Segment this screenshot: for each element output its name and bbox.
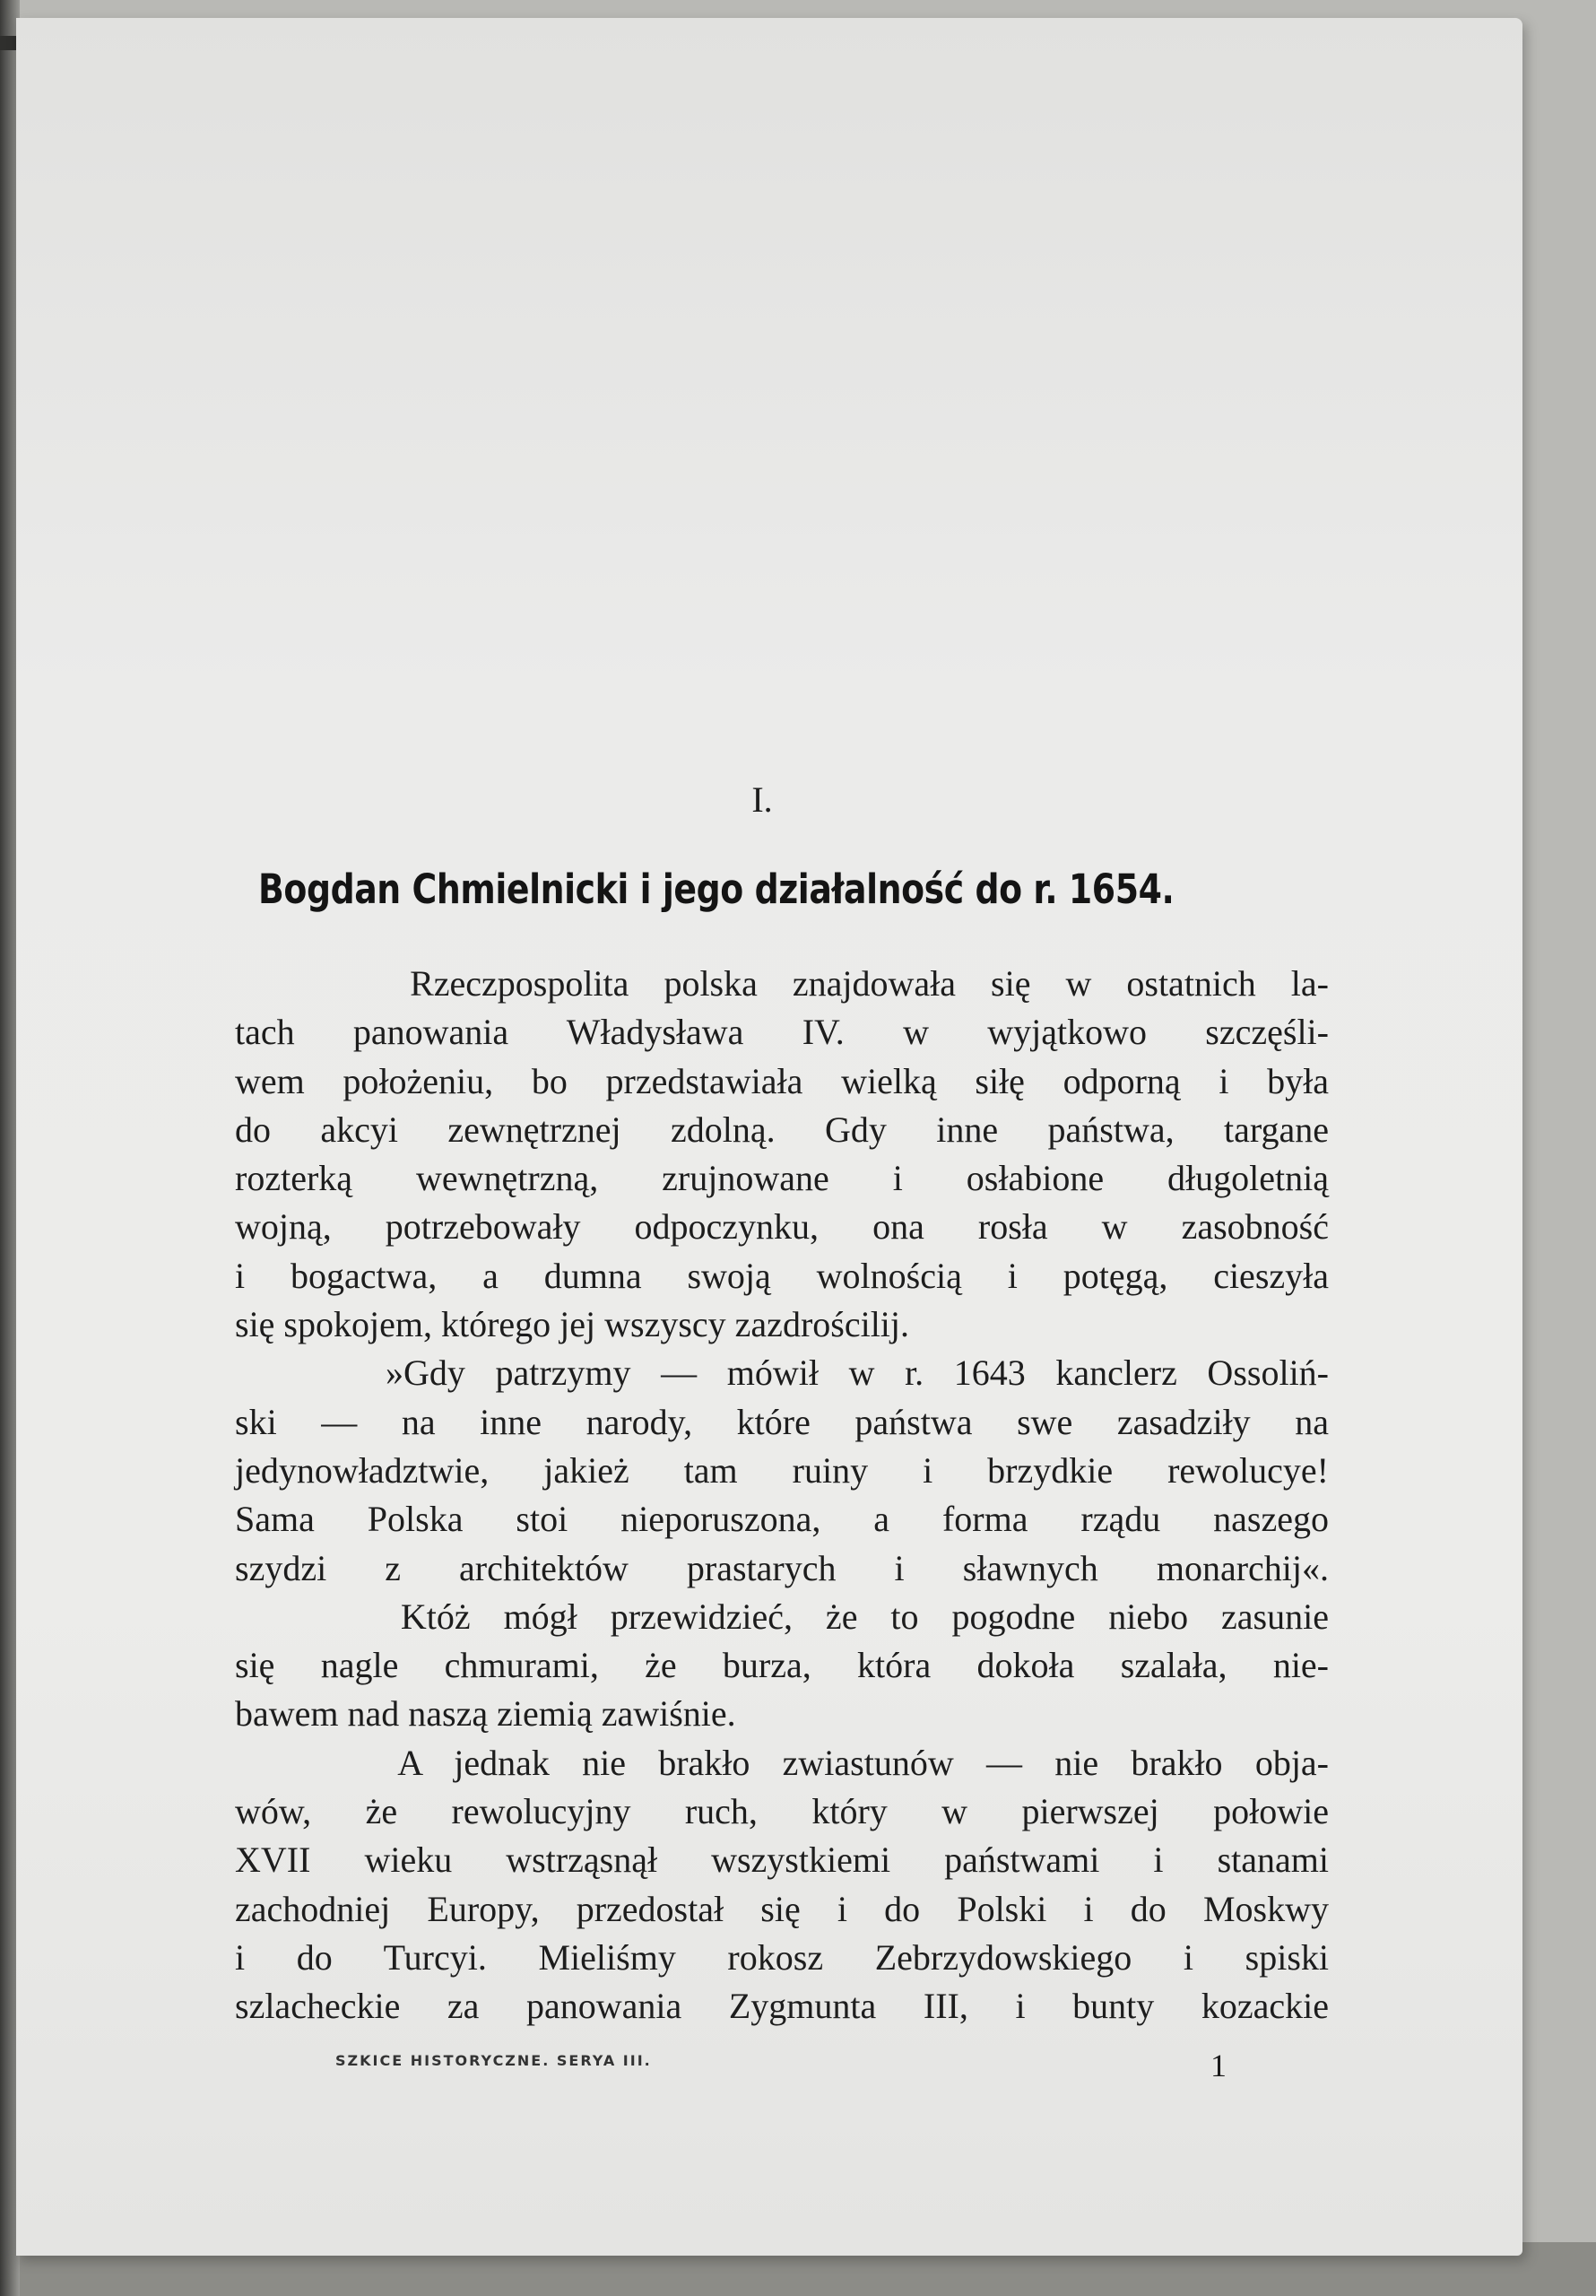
text-line: zachodniej Europy, przedostał się i do Polski i do Moskwy — [235, 1888, 1329, 1929]
text-line: XVII wieku wstrząsnął wszystkiemi państwami i stanami — [235, 1839, 1329, 1881]
text-line: Sama Polska stoi nieporuszona, a forma rządu naszego — [235, 1499, 1329, 1540]
text-line: wów, że rewolucyjny ruch, który w pierwszej połowie — [235, 1791, 1329, 1832]
text-line: jedynowładztwie, jakież tam ruiny i brzydkie rewolucye! — [235, 1449, 1329, 1491]
text-line: bawem nad naszą ziemią zawiśnie. — [235, 1693, 736, 1735]
text-line: się spokojem, którego jej wszyscy zazdrościlij. — [235, 1304, 910, 1345]
page-number: 1 — [1210, 2048, 1227, 2083]
text-line: do akcyi zewnętrznej zdolną. Gdy inne państwa, targane — [235, 1109, 1329, 1150]
text-line: szydzi z architektów prastarych i sławnych monarchij«. — [235, 1547, 1329, 1588]
text-line: Któż mógł przewidzieć, że to pogodne niebo zasunie — [235, 1596, 1329, 1637]
text-line: i do Turcyi. Mieliśmy rokosz Zebrzydowskiego i spiski — [235, 1936, 1329, 1978]
text-line: się nagle chmurami, że burza, która dokoła szalała, nie- — [235, 1645, 1329, 1686]
body-text — [235, 960, 1329, 2031]
text-line: szlacheckie za panowania Zygmunta III, i bunty kozackie — [235, 1986, 1329, 2027]
text-line: wem położeniu, bo przedstawiała wielką siłę odporną i była — [235, 1060, 1329, 1101]
text-line: A jednak nie brakło zwiastunów — nie brakło obja- — [235, 1742, 1329, 1783]
text-line: »Gdy patrzymy — mówił w r. 1643 kanclerz Ossoliń- — [235, 1352, 1329, 1394]
text-line: Rzeczpospolita polska znajdowała się w ostatnich la- — [235, 963, 1329, 1004]
section-number: I. — [751, 779, 773, 820]
text-line: rozterką wewnętrzną, zrujnowane i osłabione długoletnią — [235, 1158, 1329, 1199]
text-line: i bogactwa, a dumna swoją wolnością i potęgą, cieszyła — [235, 1255, 1329, 1296]
running-footer: SZKICE HISTORYCZNE. SERYA III. — [335, 2052, 652, 2069]
chapter-heading: Bogdan Chmielnicki i jego działalność do r. 1654. — [258, 865, 1175, 913]
text-line: tach panowania Władysława IV. w wyjątkowo szczęśli- — [235, 1012, 1329, 1053]
text-line: ski — na inne narody, które państwa swe zasadziły na — [235, 1401, 1329, 1442]
text-line: wojną, potrzebowały odpoczynku, ona rosła w zasobność — [235, 1206, 1329, 1248]
